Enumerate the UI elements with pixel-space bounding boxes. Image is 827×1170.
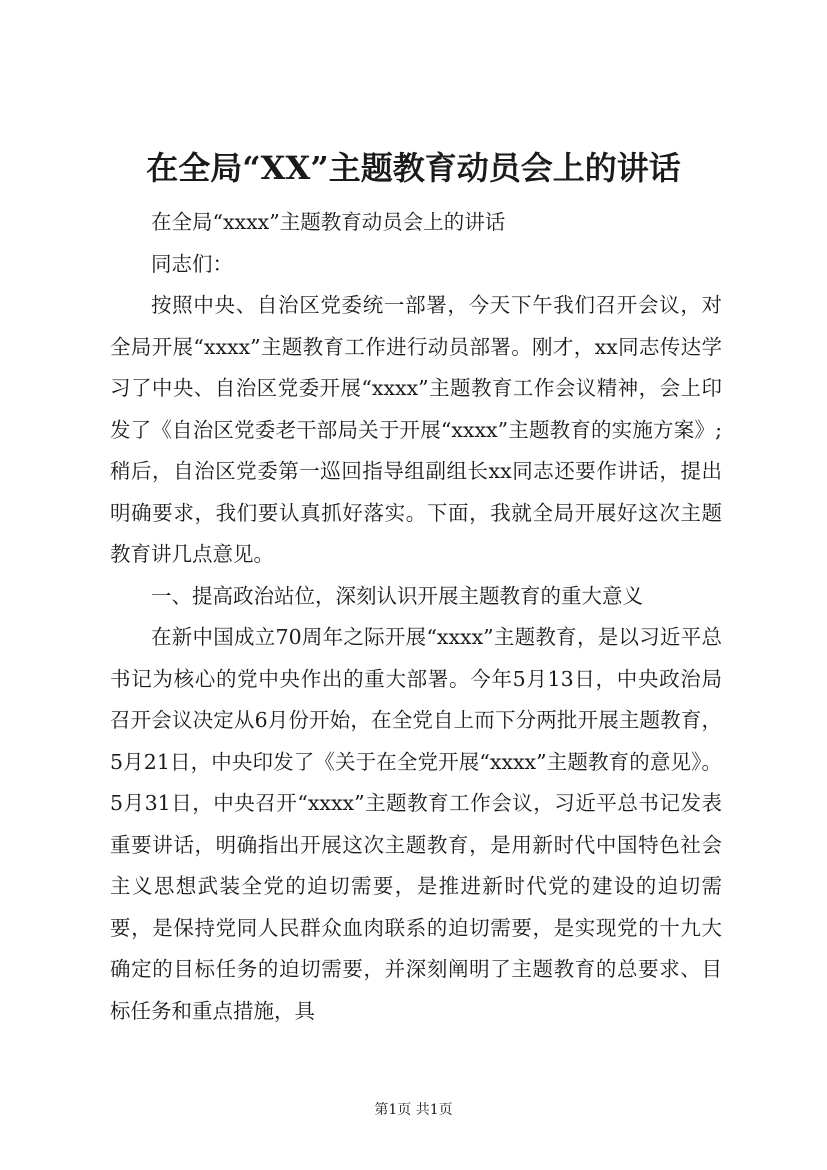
salutation-paragraph: 同志们： — [151, 251, 233, 276]
section-heading: 一、提高政治站位，深刻认识开展主题教育的重大意义 — [151, 583, 643, 608]
body-paragraph: 在新中国成立70周年之际开展“xxxx”主题教育，是以习近平总书记为核心的党中央作出的重大部署。今年5月13日，中央政治局召开会议决定从6月份开始，在全党自上而下分两批开展主题教育，5月21日，中央印发了《关于在全党开展“xxxx”主题教育的意见》。5月31日，中央召开“xxxx”主题教育工作会议，习近平总书记发表重要讲话，明确指出开展这次主题教育，是用新时代中国特色社会主义思想武装全党的迫切需要，是推进新时代党的建设的迫切需要，是保持党同人民群众血肉联系的迫切需要，是实现党的十九大确定的目标任务的迫切需要，并深刻阐明了主题教育的总要求、目标任务和重点措施，具 — [110, 625, 722, 1023]
subtitle-paragraph: 在全局“xxxx”主题教育动员会上的讲话 — [151, 210, 506, 234]
page-footer: 第1页 共1页 — [374, 1102, 453, 1118]
document-title: 在全局“XX”主题教育动员会上的讲话 — [146, 149, 681, 187]
body-paragraph: 按照中央、自治区党委统一部署，今天下午我们召开会议，对全局开展“xxxx”主题教育工作进行动员部署。刚才，xx同志传达学习了中央、自治区党委开展“xxxx”主题教育工作会议精神，会上印发了《自治区党委老干部局关于开展“xxxx”主题教育的实施方案》;稍后，自治区党委第一巡回指导组副组长xx同志还要作讲话，提出明确要求，我们要认真抓好落实。下面，我就全局开展好这次主题教育讲几点意见。 — [110, 293, 722, 566]
document-body — [110, 202, 722, 1032]
